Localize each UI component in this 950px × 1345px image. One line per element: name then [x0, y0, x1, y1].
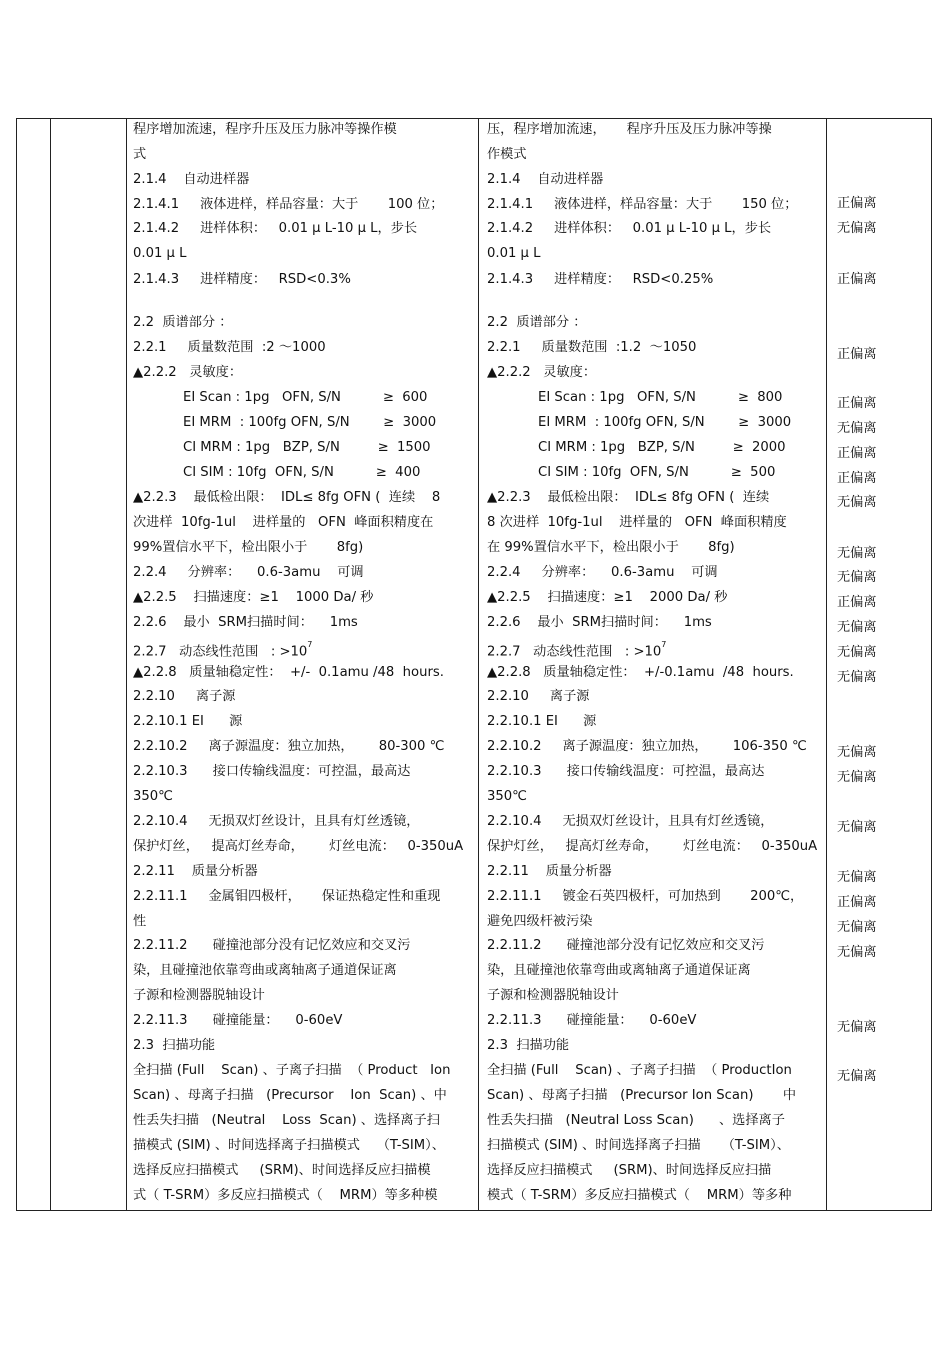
- requirement-line: ▲2.2.2 灵敏度：: [133, 365, 243, 380]
- response-line: ▲2.2.8 质量轴稳定性： +/-0.1amu /48 hours.: [487, 665, 794, 680]
- response-line: EI Scan : 1pg OFN, S/N ≥ 800: [538, 390, 783, 405]
- deviation-label: 无偏离: [837, 870, 877, 885]
- response-line: 2.3 扫描功能: [487, 1038, 570, 1053]
- deviation-label: 无偏离: [837, 1020, 877, 1035]
- requirement-line: Scan) 、母离子扫描 (Precursor Ion Scan) 、中: [133, 1088, 447, 1103]
- response-line: ▲2.2.5 扫描速度：≥1 2000 Da/ 秒: [487, 590, 728, 605]
- response-line: EI MRM : 100fg OFN, S/N ≥ 3000: [538, 415, 792, 430]
- requirement-line: 2.3 扫描功能: [133, 1038, 216, 1053]
- response-line: 作模式: [487, 147, 527, 162]
- response-line: 0.01 μ L: [487, 246, 541, 261]
- requirement-line: 描模式 (SIM) 、时间选择离子扫描模式 （T-SIM）、: [133, 1138, 445, 1153]
- deviation-label: 正偏离: [837, 396, 877, 411]
- response-line: 2.2.10.3 接口传输线温度：可控温，最高达: [487, 764, 765, 779]
- deviation-label: 无偏离: [837, 920, 877, 935]
- requirement-line: 2.2.6 最小 SRM扫描时间： 1ms: [133, 615, 358, 630]
- deviation-label: 正偏离: [837, 196, 877, 211]
- response-line: 模式（ T-SRM）多反应扫描模式（ MRM）等多种: [487, 1188, 792, 1203]
- requirement-line: 99%置信水平下，检出限小于 8fg): [133, 540, 364, 555]
- column-divider-3: [478, 118, 479, 1211]
- requirement-line: 子源和检测器脱轴设计: [133, 988, 265, 1003]
- requirement-line: 2.2.4 分辨率： 0.6-3amu 可调: [133, 565, 364, 580]
- response-line: 避免四级杆被污染: [487, 914, 593, 929]
- deviation-label: 无偏离: [837, 770, 877, 785]
- requirement-line: 2.2.11.3 碰撞能量： 0-60eV: [133, 1013, 343, 1028]
- requirement-line: EI MRM : 100fg OFN, S/N ≥ 3000: [183, 415, 437, 430]
- response-line: 2.2.10.4 无损双灯丝设计，且具有灯丝透镜，: [487, 814, 774, 829]
- deviation-label: 正偏离: [837, 347, 877, 362]
- response-line: 2.2.11.2 碰撞池部分没有记忆效应和交叉污: [487, 938, 765, 953]
- deviation-label: 无偏离: [837, 546, 877, 561]
- requirement-line: 0.01 μ L: [133, 246, 187, 261]
- requirement-line: 2.2.10.1 EI 源: [133, 714, 243, 729]
- column-divider-2: [126, 118, 127, 1211]
- deviation-label: 无偏离: [837, 945, 877, 960]
- requirement-line: 染，且碰撞池依靠弯曲或离轴离子通道保证离: [133, 963, 397, 978]
- response-line: 2.1.4.3 进样精度： RSD<0.25%: [487, 272, 714, 287]
- deviation-label: 无偏离: [837, 421, 877, 436]
- response-line: 2.2.6 最小 SRM扫描时间： 1ms: [487, 615, 712, 630]
- deviation-label: 无偏离: [837, 221, 877, 236]
- deviation-label: 正偏离: [837, 446, 877, 461]
- deviation-label: 无偏离: [837, 570, 877, 585]
- response-line: 2.2.7 动态线性范围 : $>10^7$: [487, 640, 667, 660]
- response-line: Scan) 、母离子扫描 (Precursor Ion Scan) 中: [487, 1088, 797, 1103]
- response-line: 2.2.10.2 离子源温度：独立加热， 106-350 ℃: [487, 739, 807, 754]
- response-line: ▲2.2.2 灵敏度：: [487, 365, 597, 380]
- deviation-label: 无偏离: [837, 670, 877, 685]
- response-line: 扫描模式 (SIM) 、时间选择离子扫描 （T-SIM）、: [487, 1138, 790, 1153]
- response-line: 压，程序增加流速， 程序升压及压力脉冲等操: [487, 122, 772, 137]
- column-divider-4: [826, 118, 827, 1211]
- response-line: CI SIM : 10fg OFN, S/N ≥ 500: [538, 465, 776, 480]
- requirement-line: 性: [133, 914, 147, 929]
- response-line: 染，且碰撞池依靠弯曲或离轴离子通道保证离: [487, 963, 751, 978]
- response-line: 性丢失扫描 (Neutral Loss Scan) 、选择离子: [487, 1113, 785, 1128]
- deviation-label: 无偏离: [837, 645, 877, 660]
- requirement-line: 2.2 质谱部分 ：: [133, 315, 233, 330]
- requirement-line: 2.2.11.2 碰撞池部分没有记忆效应和交叉污: [133, 938, 411, 953]
- response-line: 2.2.11.3 碰撞能量： 0-60eV: [487, 1013, 697, 1028]
- deviation-label: 无偏离: [837, 495, 877, 510]
- column-divider-1: [50, 118, 51, 1211]
- requirement-line: 2.2.1 质量数范围 :2 ～1000: [133, 340, 326, 355]
- requirement-line: 程序增加流速，程序升压及压力脉冲等操作模: [133, 122, 397, 137]
- requirement-line: 2.2.10.3 接口传输线温度：可控温，最高达: [133, 764, 411, 779]
- requirement-line: 2.2.11.1 金属钼四极杆， 保证热稳定性和重现: [133, 889, 441, 904]
- requirement-line: ▲2.2.3 最低检出限： IDL≤ 8fg OFN ( 连续 8: [133, 490, 441, 505]
- requirement-line: 2.1.4.1 液体进样，样品容量：大于 100 位；: [133, 197, 444, 212]
- requirement-line: 保护灯丝， 提高灯丝寿命， 灯丝电流： 0-350uA: [133, 839, 464, 854]
- requirement-line: 次进样 10fg-1ul 进样量的 OFN 峰面积精度在: [133, 515, 434, 530]
- response-line: ▲2.2.3 最低检出限： IDL≤ 8fg OFN ( 连续: [487, 490, 770, 505]
- requirement-line: 2.2.10.4 无损双灯丝设计，且具有灯丝透镜，: [133, 814, 420, 829]
- response-line: 2.1.4 自动进样器: [487, 172, 604, 187]
- requirement-line: 式（ T-SRM）多反应扫描模式（ MRM）等多种模: [133, 1188, 438, 1203]
- deviation-label: 正偏离: [837, 595, 877, 610]
- response-line: 2.2.1 质量数范围 :1.2 ～1050: [487, 340, 697, 355]
- response-line: 8 次进样 10fg-1ul 进样量的 OFN 峰面积精度: [487, 515, 787, 530]
- requirement-line: 2.1.4 自动进样器: [133, 172, 250, 187]
- response-line: 2.2 质谱部分 ：: [487, 315, 587, 330]
- requirement-line: EI Scan : 1pg OFN, S/N ≥ 600: [183, 390, 428, 405]
- response-line: 在 99%置信水平下，检出限小于 8fg): [487, 540, 735, 555]
- response-line: 保护灯丝， 提高灯丝寿命， 灯丝电流： 0-350uA: [487, 839, 818, 854]
- response-line: 2.2.11 质量分析器: [487, 864, 612, 879]
- deviation-label: 正偏离: [837, 272, 877, 287]
- deviation-label: 无偏离: [837, 620, 877, 635]
- requirement-line: 2.1.4.2 进样体积： 0.01 μ L-10 μ L，步长: [133, 221, 418, 236]
- requirement-line: 式: [133, 147, 147, 162]
- requirement-line: ▲2.2.8 质量轴稳定性： +/- 0.1amu /48 hours.: [133, 665, 444, 680]
- deviation-label: 正偏离: [837, 895, 877, 910]
- requirement-line: CI SIM : 10fg OFN, S/N ≥ 400: [183, 465, 421, 480]
- response-line: CI MRM : 1pg BZP, S/N ≥ 2000: [538, 440, 786, 455]
- requirement-line: CI MRM : 1pg BZP, S/N ≥ 1500: [183, 440, 431, 455]
- requirement-line: 2.2.7 动态线性范围 : $>10^7$: [133, 640, 313, 660]
- deviation-label: 无偏离: [837, 1069, 877, 1084]
- requirement-line: 2.1.4.3 进样精度： RSD<0.3%: [133, 272, 351, 287]
- response-line: 2.2.10.1 EI 源: [487, 714, 597, 729]
- deviation-label: 正偏离: [837, 471, 877, 486]
- deviation-label: 无偏离: [837, 745, 877, 760]
- response-line: 350℃: [487, 789, 527, 804]
- requirement-line: 2.2.10 离子源: [133, 689, 236, 704]
- deviation-label: 无偏离: [837, 820, 877, 835]
- response-line: 2.1.4.2 进样体积： 0.01 μ L-10 μ L，步长: [487, 221, 772, 236]
- requirement-line: 350℃: [133, 789, 173, 804]
- response-line: 2.1.4.1 液体进样，样品容量：大于 150 位；: [487, 197, 798, 212]
- response-line: 全扫描 (Full Scan) 、子离子扫描 （ ProductIon: [487, 1063, 792, 1078]
- requirement-line: 2.2.10.2 离子源温度：独立加热， 80-300 ℃: [133, 739, 445, 754]
- requirement-line: ▲2.2.5 扫描速度：≥1 1000 Da/ 秒: [133, 590, 374, 605]
- response-line: 选择反应扫描模式 (SRM)、时间选择反应扫描: [487, 1163, 772, 1178]
- requirement-line: 选择反应扫描模式 (SRM)、时间选择反应扫描模: [133, 1163, 431, 1178]
- response-line: 2.2.11.1 镀金石英四极杆，可加热到 200℃，: [487, 889, 804, 904]
- response-line: 2.2.10 离子源: [487, 689, 590, 704]
- response-line: 子源和检测器脱轴设计: [487, 988, 619, 1003]
- response-line: 2.2.4 分辨率： 0.6-3amu 可调: [487, 565, 718, 580]
- requirement-line: 性丢失扫描 (Neutral Loss Scan) 、选择离子扫: [133, 1113, 440, 1128]
- requirement-line: 全扫描 (Full Scan) 、子离子扫描 （ Product Ion: [133, 1063, 451, 1078]
- requirement-line: 2.2.11 质量分析器: [133, 864, 258, 879]
